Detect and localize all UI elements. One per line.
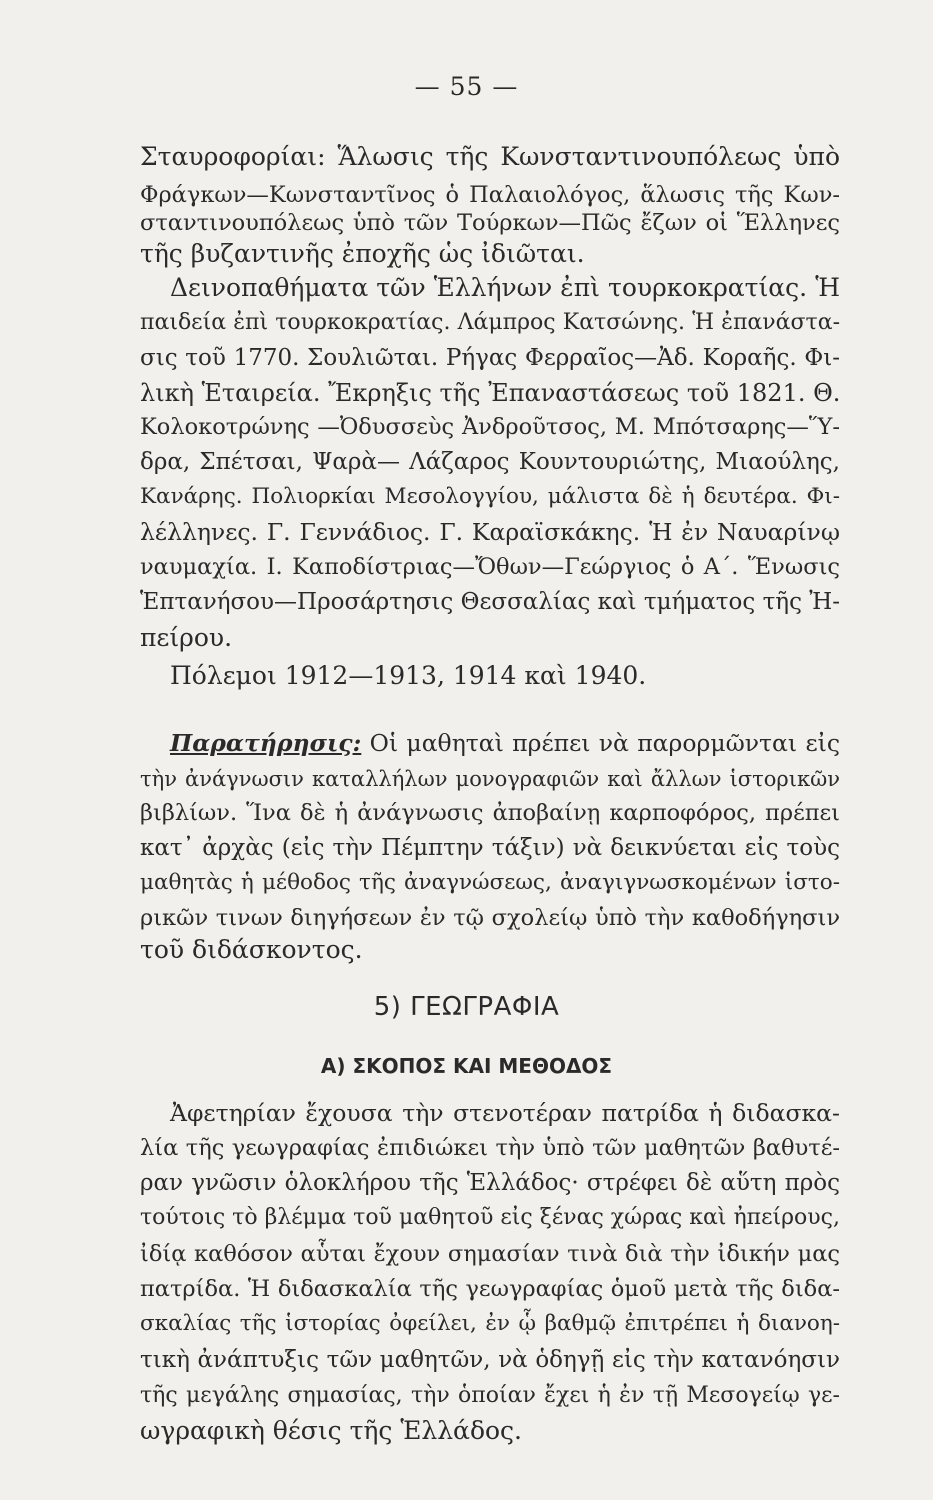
text-line: λέλληνες. Γ. Γεννάδιος. Γ. Καραϊσκάκης. Ἡ ἐν Ναυαρίνῳ (140, 518, 840, 546)
text-line: Δεινοπαθήματα τῶν Ἑλλήνων ἐπὶ τουρκοκρατίας. Ἡ (170, 273, 840, 302)
text-line: κατ᾽ ἀρχὰς (εἰς τὴν Πέμπτην τάξιν) νὰ δεικνύεται εἰς τοὺς (140, 835, 840, 861)
text-line: τὴν ἀνάγνωσιν καταλλήλων μονογραφιῶν καὶ ἄλλων ἱστορικῶν (140, 767, 840, 791)
text-line: τοῦ διδάσκοντος. (140, 935, 363, 964)
text-line: ωγραφικὴ θέσις τῆς Ἑλλάδος. (140, 1416, 522, 1445)
text-line: Σταυροφορίαι: Ἅλωσις τῆς Κωνσταντινουπόλεως ὑπὸ (140, 142, 840, 171)
text-line: λικὴ Ἑταιρεία. Ἔκρηξις τῆς Ἐπαναστάσεως τοῦ 1821. Θ. (140, 379, 841, 407)
text-line: τούτοις τὸ βλέμμα τοῦ μαθητοῦ εἰς ξένας χώρας καὶ ἠπείρους, (140, 1205, 840, 1230)
text-line: πείρου. (140, 623, 233, 652)
text-line: τικὴ ἀνάπτυξις τῶν μαθητῶν, νὰ ὁδηγῇ εἰς τὴν κατανόησιν (140, 1347, 840, 1373)
section-title: 5) ΓΕΩΓΡΑΦΙΑ (373, 992, 560, 1022)
text-line: σις τοῦ 1770. Σουλιῶται. Ρήγας Φερραῖος—Ἀδ. Κοραῆς. Φι- (140, 345, 840, 371)
text-line: Πόλεμοι 1912—1913, 1914 καὶ 1940. (170, 661, 647, 690)
text-line: ραν γνῶσιν ὁλοκλήρου τῆς Ἑλλάδος· στρέφει δὲ αὕτη πρὸς (140, 1170, 840, 1196)
text-line: δρα, Σπέτσαι, Ψαρὰ— Λάζαρος Κουντουριώτης, Μιαούλης, (140, 449, 840, 475)
text-line: ναυμαχία. Ι. Καποδίστριας—Ὄθων—Γεώργιος ὁ Α΄. Ἕνωσις (140, 554, 840, 580)
text-line: τῆς μεγάλης σημασίας, τὴν ὁποίαν ἔχει ἡ ἐν τῇ Μεσογείῳ γε- (140, 1383, 840, 1408)
note-text: Οἱ μαθηταὶ πρέπει νὰ παρορμῶνται εἰς (369, 729, 840, 757)
text-line: Ἑπτανήσου—Προσάρτησις Θεσσαλίας καὶ τμήματος τῆς Ἠ- (140, 589, 840, 615)
text-line: ρικῶν τινων διηγήσεων ἐν τῷ σχολείῳ ὑπὸ τὴν καθοδήγησιν (140, 905, 840, 931)
text-line: σκαλίας τῆς ἱστορίας ὀφείλει, ἐν ᾧ βαθμῷ ἐπιτρέπει ἡ διανοη- (140, 1311, 840, 1336)
text-line: ἰδίᾳ καθόσον αὗται ἔχουν σημασίαν τινὰ διὰ τὴν ἰδικήν μας (140, 1241, 840, 1267)
text-line: σταντινουπόλεως ὑπὸ τῶν Τούρκων—Πῶς ἔζων οἱ Ἕλληνες (140, 210, 840, 236)
text-line (170, 726, 840, 760)
note-label: Παρατήρησις: (170, 729, 362, 757)
text-line: Κολοκοτρώνης —Ὀδυσσεὺς Ἀνδροῦτσος, Μ. Μπότσαρης—Ὕ- (140, 414, 840, 440)
text-line: τῆς βυζαντινῆς ἐποχῆς ὡς ἰδιῶται. (140, 239, 585, 268)
subsection-title: Α) ΣΚΟΠΟΣ ΚΑΙ ΜΕΘΟΔΟΣ (320, 1054, 613, 1078)
text-line: πατρίδα. Ἡ διδασκαλία τῆς γεωγραφίας ὁμοῦ μετὰ τῆς διδα- (140, 1276, 840, 1302)
text-line: Φράγκων—Κωνσταντῖνος ὁ Παλαιολόγος, ἅλωσις τῆς Κων- (140, 182, 840, 208)
text-line: μαθητὰς ἡ μέθοδος τῆς ἀναγνώσεως, ἀναγιγνωσκομένων ἱστο- (140, 870, 840, 895)
text-line: παιδεία ἐπὶ τουρκοκρατίας. Λάμπρος Κατσώνης. Ἡ ἐπανάστα- (140, 310, 840, 335)
page-number: — 55 — (414, 72, 519, 101)
text-line: Ἀφετηρίαν ἔχουσα τὴν στενοτέραν πατρίδα ἡ διδασκα- (170, 1099, 840, 1127)
text-line: βιβλίων. Ἵνα δὲ ἡ ἀνάγνωσις ἀποβαίνῃ καρποφόρος, πρέπει (140, 800, 840, 826)
text-line: Κανάρης. Πολιορκίαι Μεσολογγίου, μάλιστα δὲ ἡ δευτέρα. Φι- (140, 484, 840, 509)
text-line: λία τῆς γεωγραφίας ἐπιδιώκει τὴν ὑπὸ τῶν μαθητῶν βαθυτέ- (140, 1135, 840, 1161)
